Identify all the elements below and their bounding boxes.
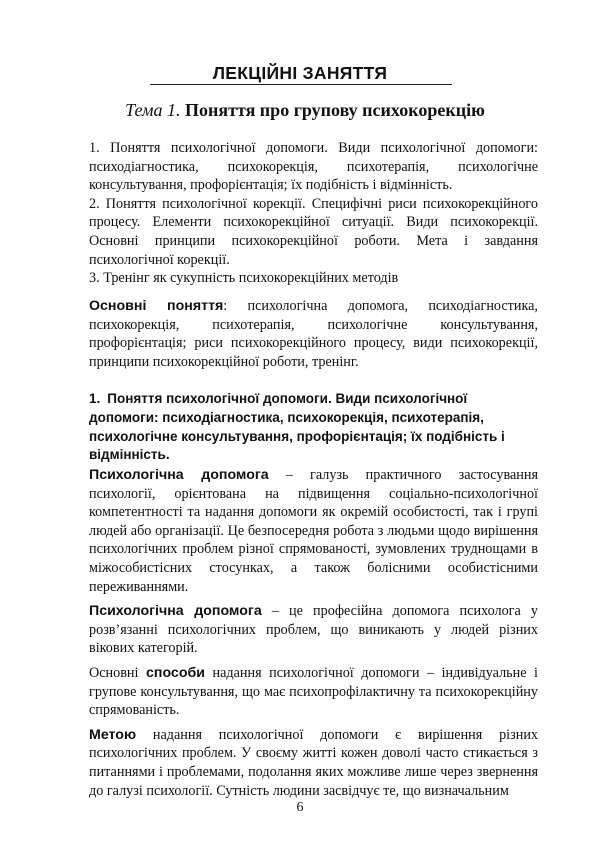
section-heading-text: Поняття психологічної допомоги. Види психологічної допомоги: психодіагностика, психокорекція, психотерапія, психологічне консультування, профорієнтація; їх подібність і відмінність.	[89, 391, 505, 463]
plan-item-2: 2. Поняття психологічної корекції. Специфічні риси психокорекційного процесу. Елементи психокорекційної ситуації. Види психокорекції. Основні принципи психокорекційної роботи. Мета і завдання психологічної корекції.	[89, 195, 538, 268]
plan-item-1: 1. Поняття психологічної допомоги. Види психологічної допомоги: психодіагностика, психокорекція, психотерапія, психологічне консультування, профорієнтація; їх подібність і відмінність.	[89, 140, 538, 194]
section-heading	[89, 390, 538, 465]
paragraph-1-text: – галузь практичного застосування психології, орієнтована на підвищення соціально-психологічної компетентності та надання допомоги як окремій особистості, так і групі людей або організації. Це безпосередня робота з людьми щодо вирішення психологічних проблем різної спрямованості, зумовлених труднощами в міжособистісних стосунках, а також болісними особистісними переживаннями.	[89, 467, 538, 595]
paragraph-3-prefix: Основні	[89, 664, 146, 681]
key-concepts-paragraph	[89, 297, 538, 371]
theme-title: Поняття про групову психокорекцію	[185, 100, 485, 120]
term-methods: способи	[145, 664, 205, 681]
paragraph-definition-1	[89, 466, 538, 596]
paragraph-3-text: надання психологічної допомоги – індивідуальне і групове консультування, що має психопрофілактичну та психокорекційну спрямованість.	[89, 664, 538, 719]
page-title: ЛЕКЦІЙНІ ЗАНЯТТЯ	[212, 63, 388, 83]
paragraph-2-text: – це професійна допомога психолога у розв’язанні психологічних проблем, що виникають у людей різних вікових категорій.	[89, 603, 538, 657]
section-body	[89, 466, 538, 800]
theme-heading	[60, 99, 550, 121]
term-goal: Метою	[89, 726, 137, 743]
paragraph-4-text: надання психологічної допомоги є вирішення різних психологічних проблем. У своєму житті кожен доволі часто стикається з питаннями і проблемами, подолання яких можливе лише через звернення до галузі психології. Сутність людини засвідчує те, що визначальним	[89, 726, 538, 799]
key-concepts	[89, 297, 538, 371]
section-number: 1.	[89, 391, 101, 406]
page-number: 6	[296, 800, 304, 815]
key-concepts-label: Основні поняття	[89, 298, 224, 314]
theme-prefix: Тема 1.	[125, 100, 181, 120]
paragraph-definition-2	[89, 602, 538, 658]
term-psychological-help-2: Психологічна допомога	[89, 603, 262, 620]
term-psychological-help-1: Психологічна допомога	[89, 467, 269, 483]
plan-item-3: 3. Тренінг як сукупність психокорекційних методів	[89, 270, 399, 287]
key-concepts-text: : психологічна допомога, психодіагностика, психокорекція, психотерапія, психологічне консультування, профорієнтація; риси психокорекційного процесу, види психокорекції, принципи психокорекційної роботи, тренінг.	[89, 298, 538, 370]
paragraph-goal	[89, 726, 538, 800]
paragraph-methods	[89, 664, 538, 720]
lecture-plan	[89, 139, 538, 288]
title-underline	[150, 84, 452, 85]
